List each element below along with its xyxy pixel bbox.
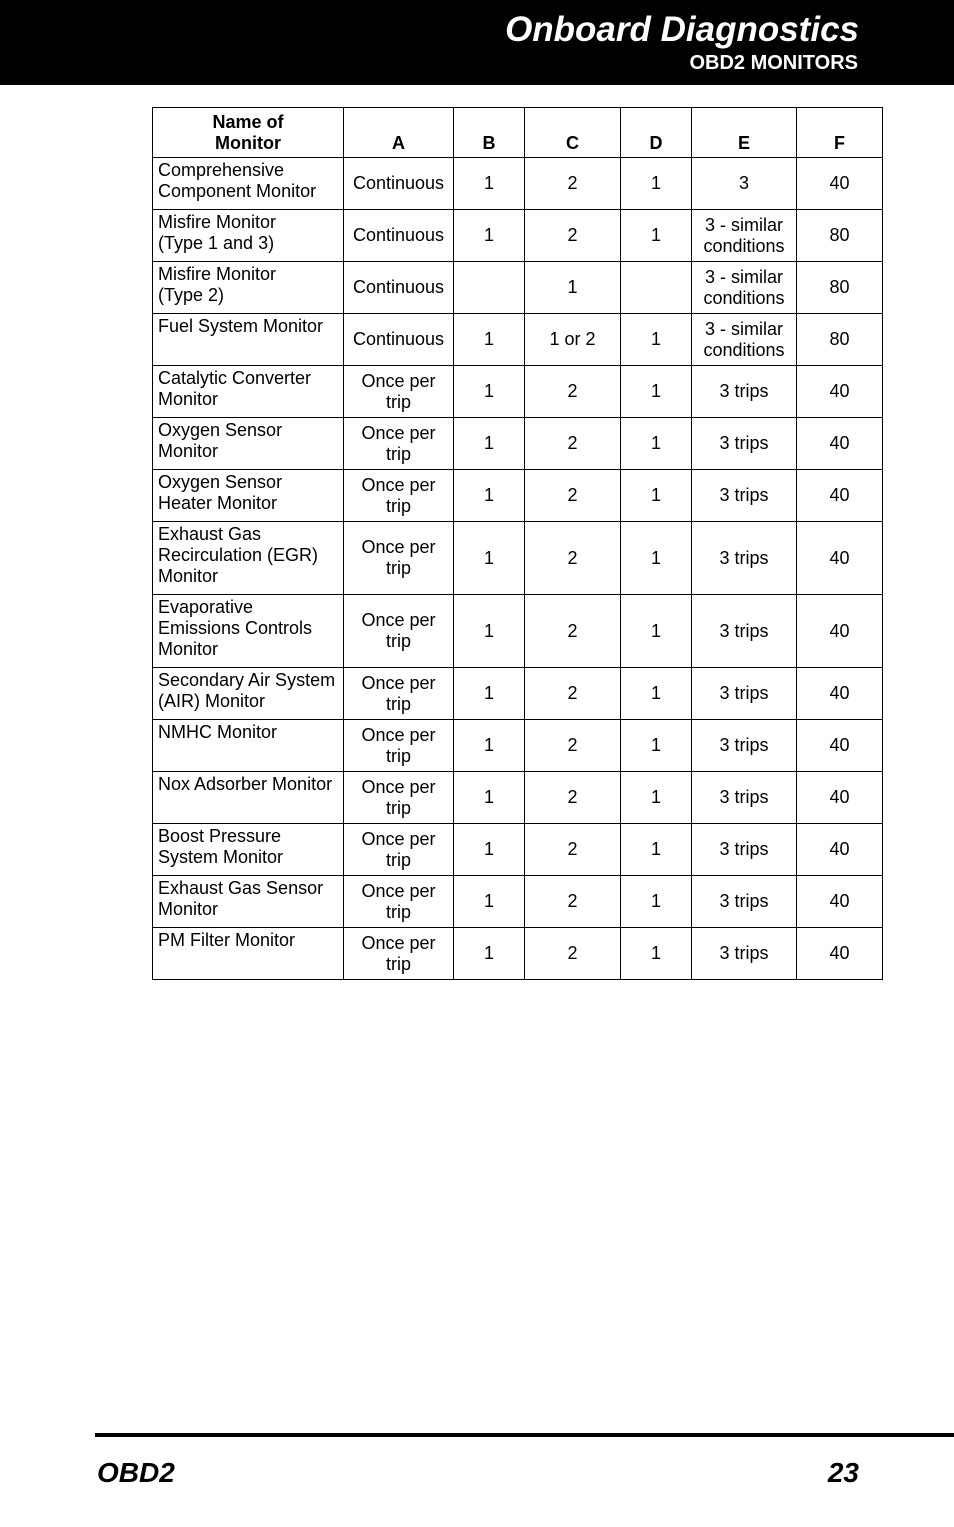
cell-a: Once per trip	[344, 876, 454, 928]
monitors-table	[152, 107, 883, 980]
cell-c: 2	[525, 158, 621, 210]
table-row	[153, 366, 883, 418]
cell-b: 1	[454, 470, 525, 522]
cell-c: 2	[525, 668, 621, 720]
cell-e: 3 - similar conditions	[692, 210, 797, 262]
cell-e: 3 trips	[692, 595, 797, 668]
column-header-f: F	[797, 108, 883, 158]
cell-a: Continuous	[344, 314, 454, 366]
cell-a: Once per trip	[344, 720, 454, 772]
table-row	[153, 470, 883, 522]
cell-c: 2	[525, 928, 621, 980]
cell-c: 2	[525, 470, 621, 522]
cell-a: Once per trip	[344, 772, 454, 824]
monitor-name: Oxygen Sensor Heater Monitor	[153, 470, 344, 522]
cell-c: 1 or 2	[525, 314, 621, 366]
cell-f: 40	[797, 772, 883, 824]
monitor-name: Nox Adsorber Monitor	[153, 772, 344, 824]
cell-c: 1	[525, 262, 621, 314]
cell-d	[621, 262, 692, 314]
header-bar	[0, 0, 954, 85]
cell-a: Once per trip	[344, 522, 454, 595]
cell-e: 3 - similar conditions	[692, 314, 797, 366]
monitor-name: Exhaust Gas Sensor Monitor	[153, 876, 344, 928]
cell-e: 3 trips	[692, 522, 797, 595]
cell-e: 3 trips	[692, 772, 797, 824]
cell-a: Once per trip	[344, 366, 454, 418]
monitor-name: NMHC Monitor	[153, 720, 344, 772]
cell-b: 1	[454, 366, 525, 418]
cell-d: 1	[621, 314, 692, 366]
column-header-d: D	[621, 108, 692, 158]
cell-e: 3 trips	[692, 876, 797, 928]
cell-b: 1	[454, 928, 525, 980]
cell-c: 2	[525, 720, 621, 772]
cell-a: Once per trip	[344, 595, 454, 668]
cell-e: 3 trips	[692, 668, 797, 720]
cell-d: 1	[621, 522, 692, 595]
cell-d: 1	[621, 366, 692, 418]
cell-a: Continuous	[344, 158, 454, 210]
table-row	[153, 772, 883, 824]
column-header-e: E	[692, 108, 797, 158]
cell-e: 3 trips	[692, 366, 797, 418]
cell-f: 40	[797, 366, 883, 418]
cell-d: 1	[621, 720, 692, 772]
cell-a: Once per trip	[344, 470, 454, 522]
cell-b: 1	[454, 668, 525, 720]
monitor-name: PM Filter Monitor	[153, 928, 344, 980]
table-row	[153, 720, 883, 772]
cell-f: 40	[797, 876, 883, 928]
cell-d: 1	[621, 876, 692, 928]
cell-c: 2	[525, 522, 621, 595]
cell-f: 40	[797, 158, 883, 210]
cell-f: 40	[797, 595, 883, 668]
footer-label: OBD2	[97, 1457, 175, 1488]
cell-a: Continuous	[344, 210, 454, 262]
table-row	[153, 418, 883, 470]
cell-d: 1	[621, 210, 692, 262]
cell-c: 2	[525, 876, 621, 928]
cell-c: 2	[525, 418, 621, 470]
table-row	[153, 824, 883, 876]
cell-b: 1	[454, 595, 525, 668]
cell-c: 2	[525, 595, 621, 668]
page-subtitle: OBD2 MONITORS	[689, 52, 858, 74]
cell-f: 80	[797, 314, 883, 366]
cell-a: Once per trip	[344, 418, 454, 470]
monitor-name: Boost Pressure System Monitor	[153, 824, 344, 876]
cell-d: 1	[621, 928, 692, 980]
cell-d: 1	[621, 595, 692, 668]
monitor-name: Evaporative Emissions Controls Monitor	[153, 595, 344, 668]
cell-e: 3 trips	[692, 418, 797, 470]
monitor-name: Secondary Air System (AIR) Monitor	[153, 668, 344, 720]
cell-f: 40	[797, 824, 883, 876]
monitor-name: Catalytic Converter Monitor	[153, 366, 344, 418]
cell-d: 1	[621, 824, 692, 876]
monitor-name: Exhaust Gas Recirculation (EGR) Monitor	[153, 522, 344, 595]
cell-e: 3 - similar conditions	[692, 262, 797, 314]
cell-e: 3 trips	[692, 928, 797, 980]
page-number: 23	[827, 1457, 859, 1488]
cell-d: 1	[621, 668, 692, 720]
cell-c: 2	[525, 824, 621, 876]
cell-d: 1	[621, 418, 692, 470]
table-row	[153, 876, 883, 928]
cell-a: Once per trip	[344, 824, 454, 876]
cell-f: 40	[797, 928, 883, 980]
cell-b: 1	[454, 772, 525, 824]
cell-b: 1	[454, 824, 525, 876]
monitor-name: Fuel System Monitor	[153, 314, 344, 366]
cell-c: 2	[525, 366, 621, 418]
cell-a: Continuous	[344, 262, 454, 314]
footer-divider	[95, 1433, 954, 1437]
column-header-name: Name of Monitor	[153, 108, 344, 158]
cell-f: 40	[797, 470, 883, 522]
cell-b: 1	[454, 314, 525, 366]
cell-b: 1	[454, 158, 525, 210]
table-row	[153, 210, 883, 262]
cell-b: 1	[454, 522, 525, 595]
cell-e: 3 trips	[692, 824, 797, 876]
column-header-c: C	[525, 108, 621, 158]
column-header-a: A	[344, 108, 454, 158]
monitor-name: Comprehensive Component Monitor	[153, 158, 344, 210]
monitor-name: Oxygen Sensor Monitor	[153, 418, 344, 470]
table-row	[153, 158, 883, 210]
cell-f: 40	[797, 522, 883, 595]
cell-e: 3 trips	[692, 470, 797, 522]
cell-c: 2	[525, 772, 621, 824]
cell-b: 1	[454, 210, 525, 262]
cell-a: Once per trip	[344, 668, 454, 720]
cell-b: 1	[454, 720, 525, 772]
cell-f: 80	[797, 210, 883, 262]
cell-f: 40	[797, 720, 883, 772]
monitor-name: Misfire Monitor (Type 2)	[153, 262, 344, 314]
cell-c: 2	[525, 210, 621, 262]
table-row	[153, 262, 883, 314]
cell-b: 1	[454, 876, 525, 928]
table-row	[153, 522, 883, 595]
page-title: Onboard Diagnostics	[505, 10, 859, 49]
cell-f: 80	[797, 262, 883, 314]
cell-b: 1	[454, 418, 525, 470]
table-row	[153, 314, 883, 366]
monitor-name: Misfire Monitor (Type 1 and 3)	[153, 210, 344, 262]
table-row	[153, 928, 883, 980]
cell-f: 40	[797, 668, 883, 720]
cell-d: 1	[621, 470, 692, 522]
cell-a: Once per trip	[344, 928, 454, 980]
cell-e: 3 trips	[692, 720, 797, 772]
column-header-b: B	[454, 108, 525, 158]
cell-f: 40	[797, 418, 883, 470]
cell-d: 1	[621, 772, 692, 824]
table-row	[153, 595, 883, 668]
cell-d: 1	[621, 158, 692, 210]
cell-b	[454, 262, 525, 314]
cell-e: 3	[692, 158, 797, 210]
table-row	[153, 668, 883, 720]
table-header-row	[153, 108, 883, 158]
